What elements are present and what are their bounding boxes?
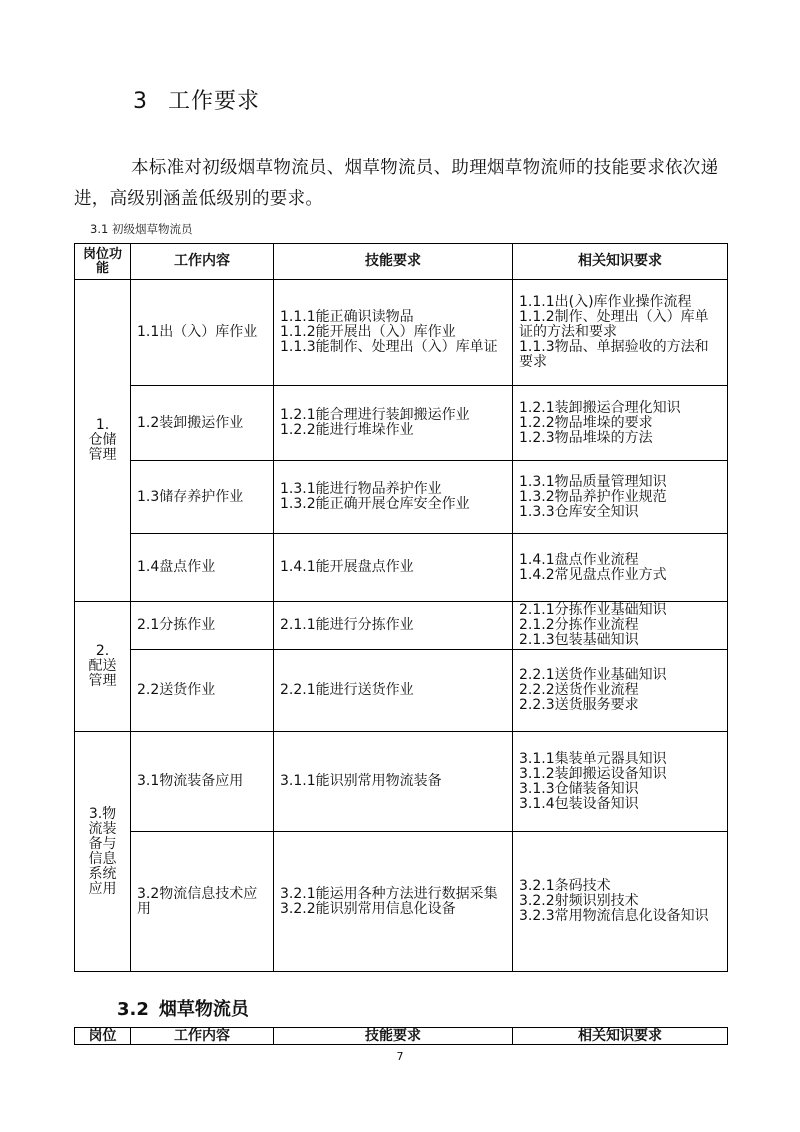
- table-row: [75, 534, 728, 602]
- knowledge-item: 3.2.3常用物流信息化设备知识: [519, 908, 709, 924]
- table2-header-row: [75, 1028, 728, 1045]
- knowledge-item: 2.2.1送货作业基础知识: [519, 667, 667, 683]
- skill-item: 3.2.2能识别常用信息化设备: [280, 900, 456, 917]
- knowledge-item: 1.1.1出(入)库作业操作流程: [519, 294, 692, 310]
- header2-post: 岗位: [75, 1028, 131, 1045]
- knowledge-item: 1.1.3物品、单据验收的方法和要求: [519, 339, 709, 370]
- requirements-table-2: [74, 1027, 728, 1045]
- knowledge-item: 3.2.1条码技术: [519, 878, 611, 894]
- header-knowledge: 相关知识要求: [513, 244, 728, 280]
- skill-item: 2.1.1能进行分拣作业: [280, 617, 414, 633]
- knowledge-item: 1.3.2物品养护作业规范: [519, 488, 667, 505]
- skill-item: 1.3.1能进行物品养护作业: [280, 481, 442, 497]
- knowledge-item: 2.2.3送货服务要求: [519, 697, 639, 713]
- table-row: [75, 386, 728, 461]
- post-function-cell: 2. 配送 管理: [75, 602, 131, 732]
- knowledge-item: 1.3.1物品质量管理知识: [519, 473, 667, 490]
- knowledge-cell: [513, 832, 728, 972]
- knowledge-item: 1.4.2常见盘点作业方式: [519, 566, 667, 583]
- knowledge-cell: [513, 534, 728, 602]
- section-3-2-label: 烟草物流员: [158, 999, 249, 1020]
- knowledge-item: 1.1.2制作、处理出（入）库单证的方法和要求: [519, 309, 709, 340]
- section-3-2-number: 3.2: [117, 999, 149, 1020]
- section-3-2-title: [117, 995, 249, 1021]
- skill-cell: [274, 650, 513, 732]
- skill-cell: [274, 832, 513, 972]
- knowledge-item: 3.1.1集装单元器具知识: [519, 750, 667, 767]
- table-row: [75, 280, 728, 386]
- knowledge-item: 3.1.3仓储装备知识: [519, 780, 639, 797]
- knowledge-cell: [513, 602, 728, 650]
- knowledge-item: 1.4.1盘点作业流程: [519, 551, 639, 568]
- skill-cell: [274, 461, 513, 534]
- knowledge-item: 3.2.2射频识别技术: [519, 893, 639, 909]
- table-row: [75, 832, 728, 972]
- post-function-cell: 3.物 流装 备与 信息 系统 应用: [75, 732, 131, 972]
- knowledge-item: 2.1.1分拣作业基础知识: [519, 602, 667, 618]
- work-content-cell: 3.1物流装备应用: [131, 732, 274, 832]
- section-number: 3: [133, 89, 148, 114]
- header-skill: 技能要求: [274, 244, 513, 280]
- knowledge-item: 1.2.1装卸搬运合理化知识: [519, 399, 681, 416]
- subsection-title: 3.1 初级烟草物流员: [90, 222, 193, 236]
- knowledge-cell: [513, 386, 728, 461]
- section-title: 工作要求: [168, 89, 261, 114]
- skill-cell: [274, 386, 513, 461]
- table-row: [75, 650, 728, 732]
- knowledge-cell: [513, 732, 728, 832]
- skill-item: 3.1.1能识别常用物流装备: [280, 773, 442, 789]
- work-content-cell: 1.4盘点作业: [131, 534, 274, 602]
- knowledge-cell: [513, 650, 728, 732]
- knowledge-item: 3.1.2装卸搬运设备知识: [519, 765, 667, 782]
- skill-item: 1.1.1能正确识读物品: [280, 309, 414, 325]
- skill-item: 1.1.3能制作、处理出（入）库单证: [280, 339, 498, 355]
- skill-cell: [274, 280, 513, 386]
- knowledge-item: 3.1.4包装设备知识: [519, 795, 639, 812]
- work-content-cell: 1.2装卸搬运作业: [131, 386, 274, 461]
- table-row: [75, 602, 728, 650]
- skill-item: 1.3.2能正确开展仓库安全作业: [280, 496, 470, 512]
- work-content-cell: 1.3储存养护作业: [131, 461, 274, 534]
- knowledge-item: 1.2.3物品堆垛的方法: [519, 429, 653, 446]
- header-post: 岗位功能: [75, 244, 131, 280]
- skill-cell: [274, 602, 513, 650]
- work-content-cell: 2.1分拣作业: [131, 602, 274, 650]
- table-header-row: [75, 244, 728, 280]
- skill-item: 1.1.2能开展出（入）库作业: [280, 324, 456, 340]
- intro-paragraph: 本标准对初级烟草物流员、烟草物流员、助理烟草物流师的技能要求依次递进，高级别涵盖低级别的要求。: [74, 158, 719, 209]
- work-content-cell: 1.1出（入）库作业: [131, 280, 274, 386]
- skill-cell: [274, 534, 513, 602]
- skill-cell: [274, 732, 513, 832]
- section-heading: [133, 84, 260, 115]
- skill-item: 1.2.2能进行堆垛作业: [280, 422, 414, 438]
- header2-skill: 技能要求: [274, 1028, 513, 1045]
- knowledge-cell: [513, 461, 728, 534]
- skill-item: 1.4.1能开展盘点作业: [280, 559, 414, 575]
- header2-work: 工作内容: [131, 1028, 274, 1045]
- knowledge-item: 2.2.2送货作业流程: [519, 682, 639, 698]
- knowledge-item: 2.1.3包装基础知识: [519, 632, 639, 648]
- knowledge-cell: [513, 280, 728, 386]
- skill-item: 1.2.1能合理进行装卸搬运作业: [280, 407, 470, 423]
- header2-knowledge: 相关知识要求: [513, 1028, 728, 1045]
- skill-item: 2.2.1能进行送货作业: [280, 682, 414, 698]
- page-number: 7: [396, 1050, 404, 1063]
- knowledge-item: 2.1.2分拣作业流程: [519, 617, 639, 633]
- header-work: 工作内容: [131, 244, 274, 280]
- table-row: [75, 732, 728, 832]
- work-content-cell: 3.2物流信息技术应用: [131, 832, 274, 972]
- skill-item: 3.2.1能运用各种方法进行数据采集: [280, 885, 498, 902]
- post-function-cell: 1. 仓储 管理: [75, 280, 131, 602]
- knowledge-item: 1.2.2物品堆垛的要求: [519, 414, 653, 431]
- requirements-table: [74, 243, 728, 972]
- knowledge-item: 1.3.3仓库安全知识: [519, 503, 639, 520]
- work-content-cell: 2.2送货作业: [131, 650, 274, 732]
- table-row: [75, 461, 728, 534]
